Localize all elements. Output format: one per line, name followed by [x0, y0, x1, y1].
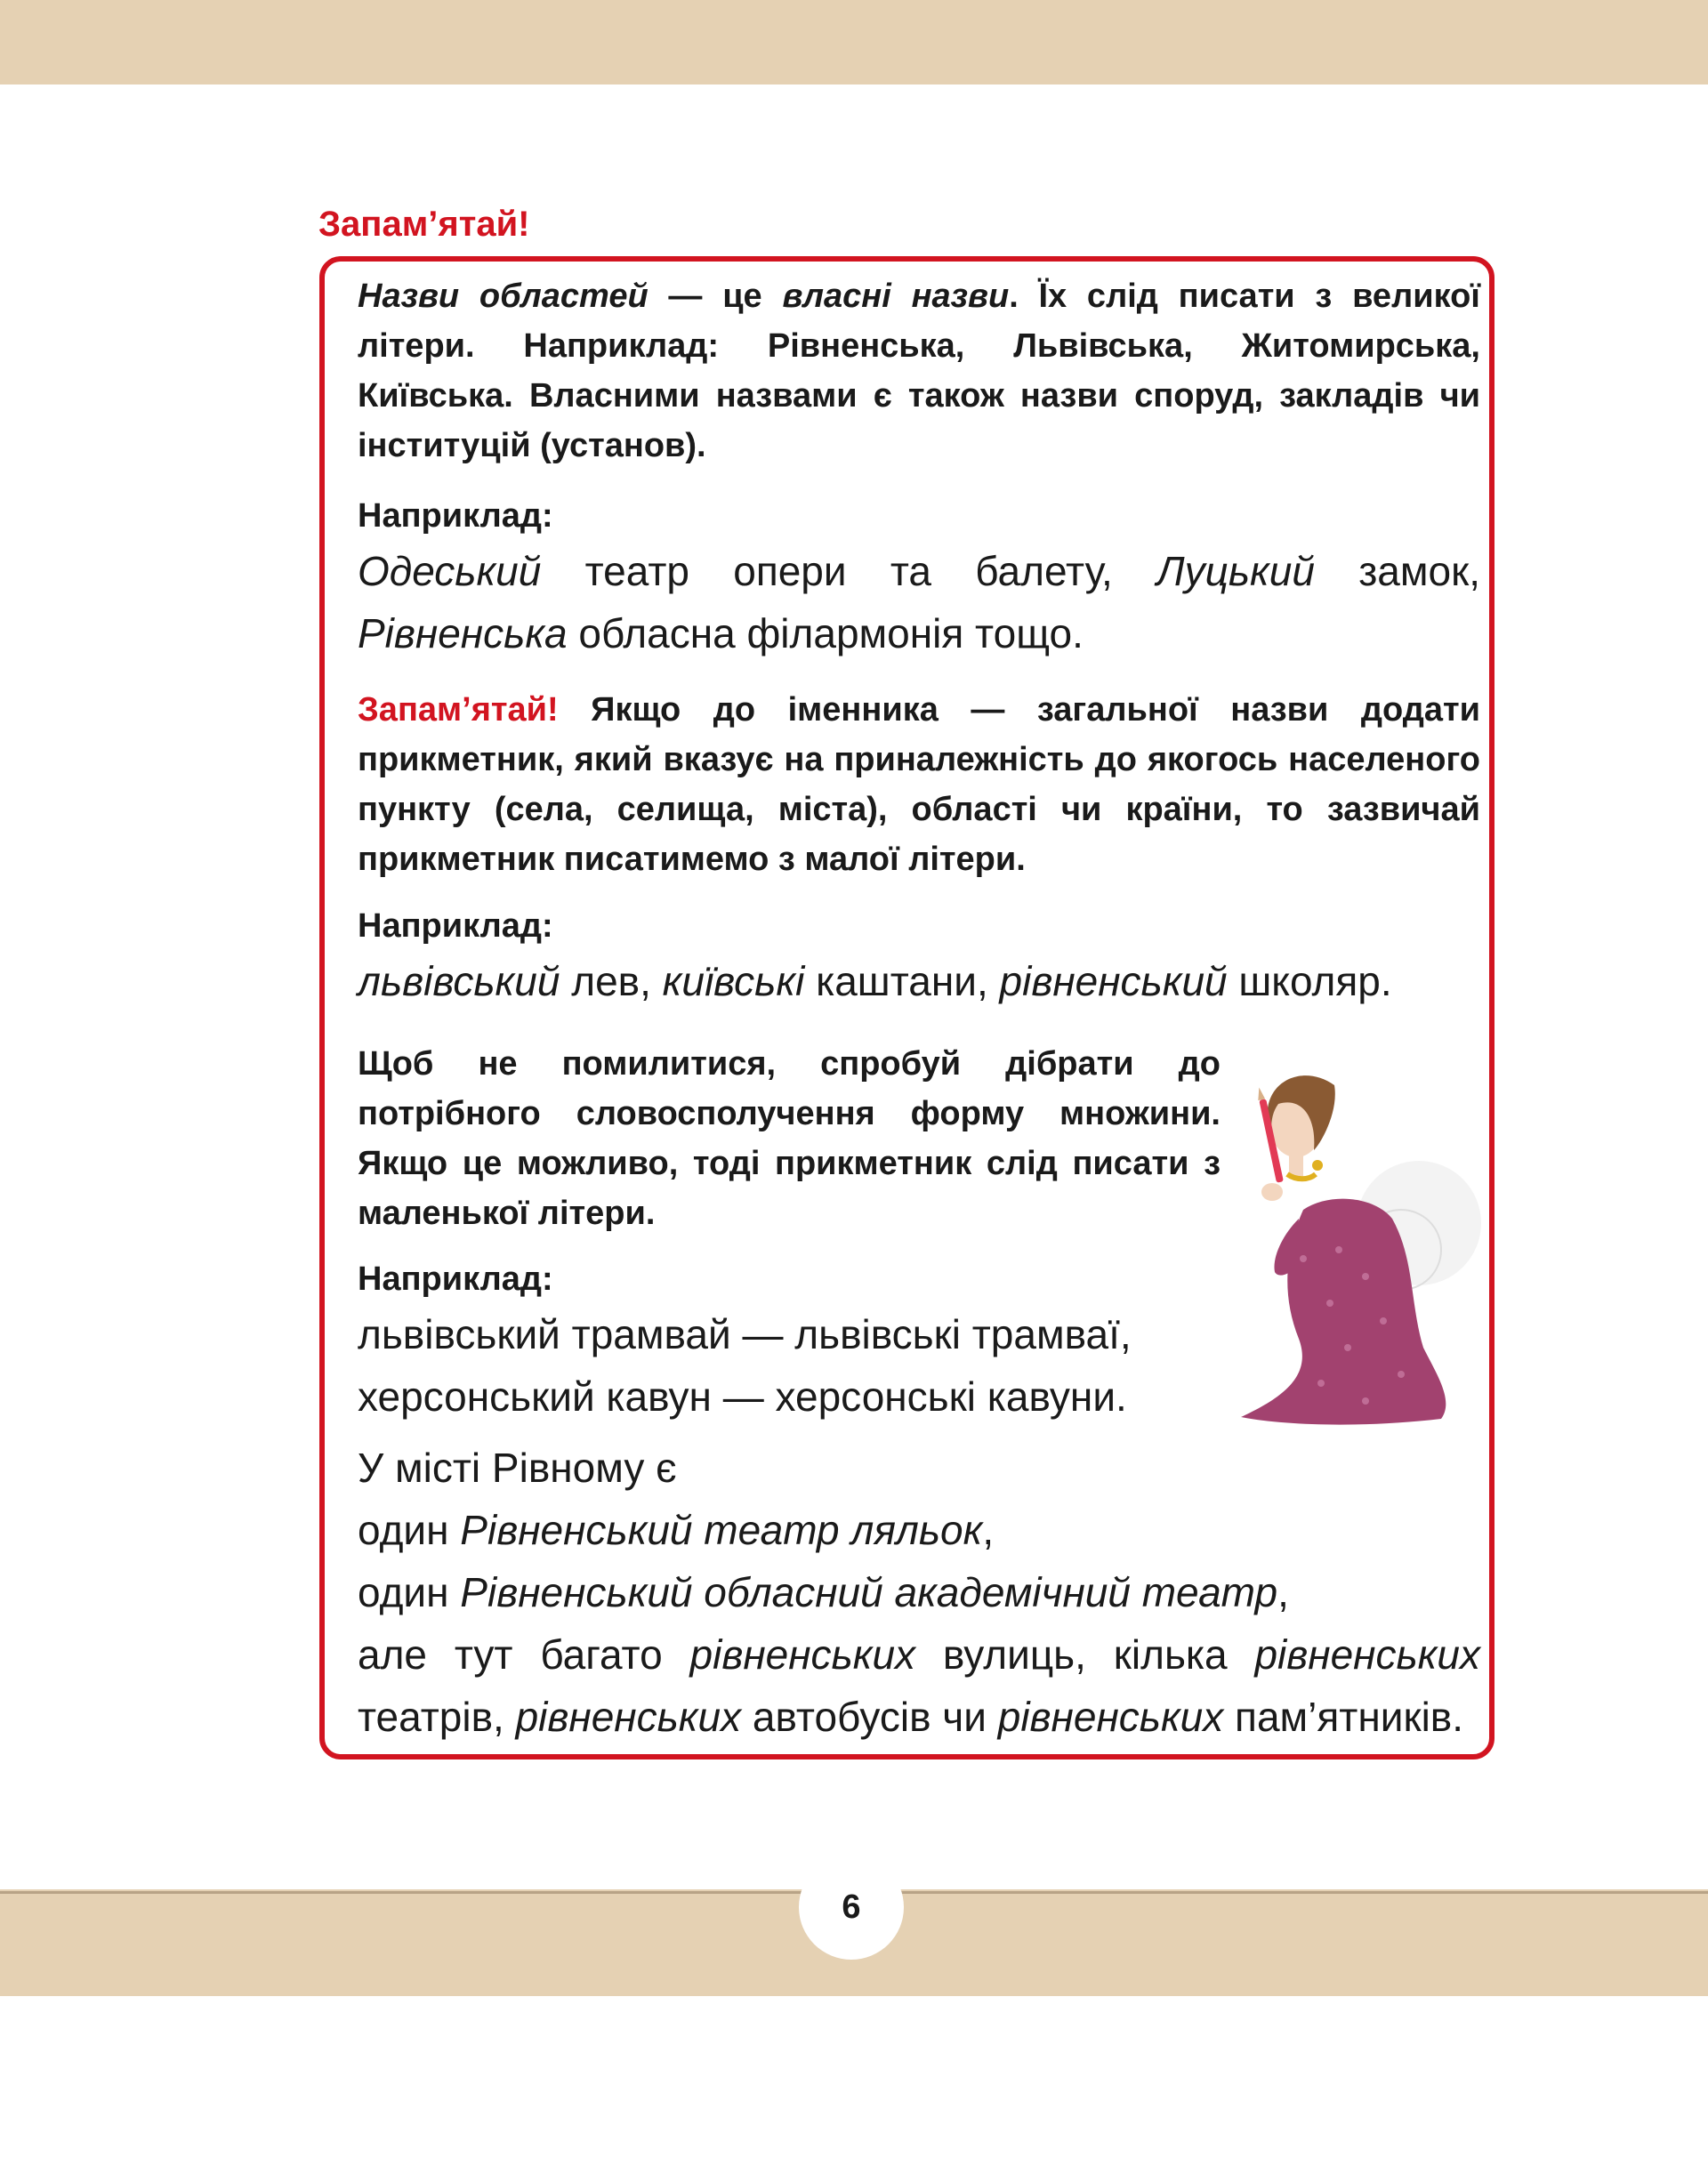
remember-heading: Запам’ятай!	[318, 205, 530, 244]
tip-paragraph: Щоб не помилитися, спробуй дібрати до потрібного словосполучення форму множини. Якщо це можливо, тоді прикметник слід писати з маленької літери.	[358, 1045, 1221, 1232]
example-1: Одеський театр опери та балету, Луцький замок, Рівненська обласна філармонія тощо.	[358, 548, 1480, 656]
remember-inline: Запам’ятай!	[358, 691, 559, 729]
rule-paragraph-1: Назви областей — це власні назви. Їх слід писати з великої літери. Наприклад: Рівненська, Львівська, Житомирська, Київська. Власними назвами є також назви споруд, закладів чи інституцій (установ).	[358, 278, 1480, 464]
example-label-2: Наприклад:	[358, 907, 553, 945]
term-region-names: Назви областей	[358, 278, 649, 315]
example-3-line-2: херсонський кавун — херсонські кавуни.	[358, 1373, 1127, 1420]
rivne-paragraph: У місті Рівному є один Рівненський театр ляльок, один Рівненський обласний академічний театр, але тут багато рівненських вулиць, кілька рівненських театрів, рівненських автобусів чи рівненських пам’ятників.	[358, 1445, 1480, 1740]
top-band	[0, 0, 1708, 85]
teacher-illustration	[1232, 1045, 1486, 1432]
example-label-3: Наприклад:	[358, 1260, 553, 1298]
term-proper-names: власні назви	[782, 278, 1010, 315]
example-label-1: Наприклад:	[358, 497, 553, 535]
example-2: львівський лев, київські каштани, рівненський школяр.	[358, 958, 1392, 1004]
page-number: 6	[799, 1855, 904, 1960]
example-3-line-1: львівський трамвай — львівські трамваї,	[358, 1311, 1132, 1357]
rule-paragraph-2: Запам’ятай! Якщо до іменника — загальної назви додати прикметник, який вказує на приналежність до якогось населеного пункту (села, селища, міста), області чи країни, то зазвичай прикметник писатимемо з малої літери.	[358, 691, 1480, 878]
